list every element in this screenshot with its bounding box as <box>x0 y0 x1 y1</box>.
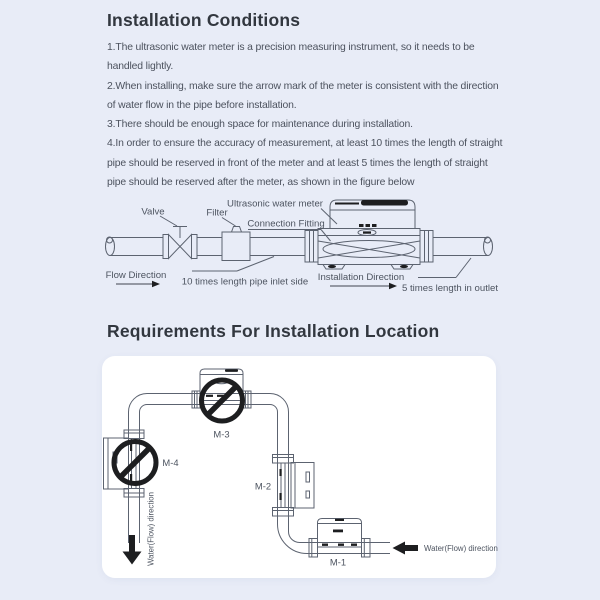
outlet-pipe <box>433 237 493 256</box>
installation-location-diagram <box>100 352 500 582</box>
text-line: 4.In order to ensure the accuracy of measurement, at least 10 times the length of straight <box>107 138 503 150</box>
m3-label: M-3 <box>213 428 230 440</box>
outlet-length-label: 5 times length in outlet <box>402 283 498 294</box>
text-line: 1.The ultrasonic water meter is a precision measuring instrument, so it needs to be <box>107 42 475 53</box>
flow-direction-label: Flow Direction <box>105 270 167 281</box>
m1-label: M-1 <box>329 556 347 568</box>
installation-direction-label: Installation Direction <box>317 272 405 283</box>
filter-symbol <box>222 227 250 261</box>
valve-label: Valve <box>141 206 165 218</box>
horizontal-flow-label: Water(Flow) direction <box>424 544 498 553</box>
text-line: handled lightly. <box>107 61 174 73</box>
text-line: pipe should be reserved in front of the meter and at least 5 times the length of straight <box>107 157 488 169</box>
inlet-length-label: 10 times length pipe inlet side <box>181 276 309 288</box>
ultrasonic-meter-drawing <box>305 200 433 269</box>
flow-direction-arrow <box>116 281 160 287</box>
vertical-flow-label: Water(Flow) direction <box>146 492 156 566</box>
m4-label: M-4 <box>162 457 179 468</box>
text-line: pipe should be reserved after the meter, as shown in the figure below <box>107 177 415 189</box>
page-title: Installation Conditions <box>107 10 301 30</box>
text-line: 3.There should be enough space for maintenance during installation. <box>107 119 413 131</box>
ultrasonic-meter-label: Ultrasonic water meter <box>227 198 323 210</box>
inlet-pipe <box>106 237 164 256</box>
installation-conditions-text <box>107 38 502 192</box>
inlet-straight-pipe <box>250 238 305 256</box>
text-line: 2.When installing, make sure the arrow mark of the meter is consistent with the direction <box>107 80 499 92</box>
m2-label: M-2 <box>254 480 272 492</box>
installation-direction-arrow <box>330 283 397 289</box>
filter-label: Filter <box>206 207 228 219</box>
valve-symbol <box>163 227 197 259</box>
pipe-segment <box>197 238 222 256</box>
section-title: Requirements For Installation Location <box>107 321 440 341</box>
text-line: of water flow in the pipe before installation. <box>107 99 297 111</box>
connection-fitting-label: Connection Fitting <box>247 218 325 230</box>
straight-pipe-diagram <box>60 185 500 303</box>
